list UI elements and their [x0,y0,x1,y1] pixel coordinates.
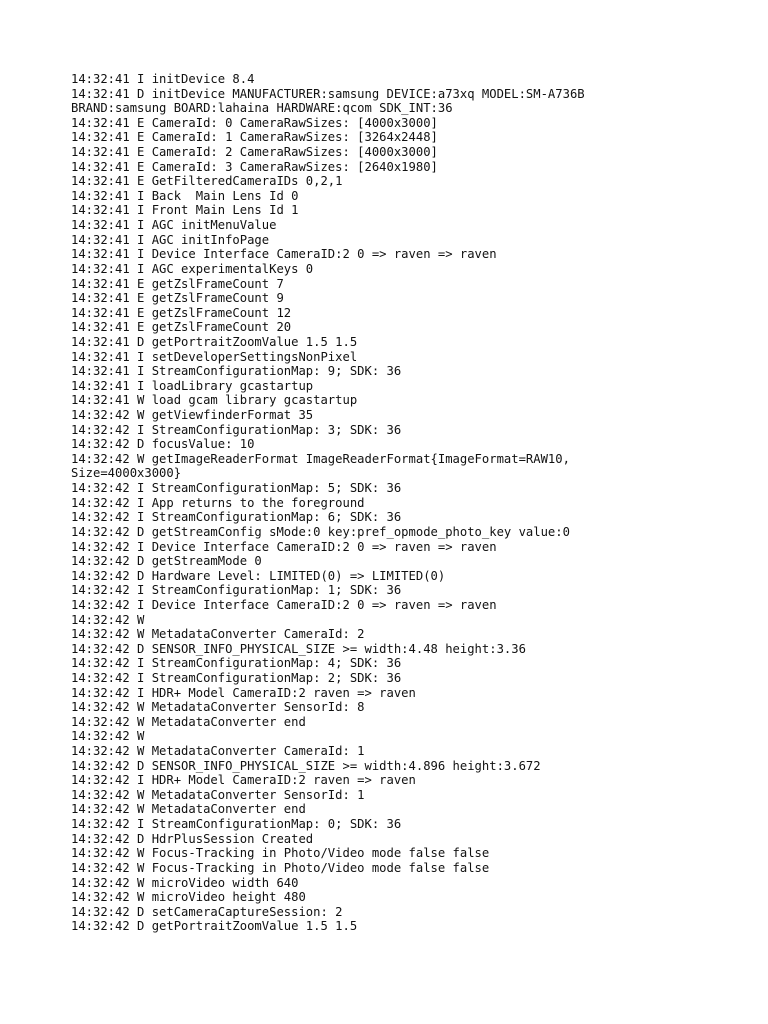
log-line: 14:32:41 I AGC initInfoPage [71,232,270,247]
log-line: 14:32:42 D focusValue: 10 [71,437,255,452]
log-line: 14:32:42 I StreamConfigurationMap: 2; SDK: 36 [71,670,402,685]
log-line: 14:32:42 D SENSOR_INFO_PHYSICAL_SIZE >= width:4.896 height:3.672 [71,758,541,773]
log-line: 14:32:42 I StreamConfigurationMap: 6; SDK: 36 [71,510,402,525]
log-line: 14:32:41 D getPortraitZoomValue 1.5 1.5 [71,334,358,349]
log-line: 14:32:42 I StreamConfigurationMap: 0; SDK: 36 [71,817,402,832]
log-line: 14:32:41 I initDevice 8.4 [71,72,255,86]
log-line: 14:32:41 W load gcam library gcastartup [71,393,358,408]
log-line: 14:32:41 I setDeveloperSettingsNonPixel [71,349,358,364]
log-line: 14:32:42 W microVideo width 640 [71,875,299,890]
log-line: 14:32:41 I StreamConfigurationMap: 9; SDK: 36 [71,364,402,379]
log-line: Size=4000x3000} [71,466,182,481]
log-line: 14:32:42 I StreamConfigurationMap: 5; SDK: 36 [71,481,402,496]
log-line: 14:32:42 W Focus-Tracking in Photo/Video mode false false [71,860,490,875]
log-line: 14:32:42 W MetadataConverter SensorId: 8 [71,700,365,715]
log-line: 14:32:42 I App returns to the foreground [71,495,365,510]
log-line: 14:32:41 D initDevice MANUFACTURER:samsung DEVICE:a73xq MODEL:SM-A736B [71,86,585,101]
log-line: 14:32:42 I StreamConfigurationMap: 3; SDK: 36 [71,422,402,437]
log-line: 14:32:42 D getPortraitZoomValue 1.5 1.5 [71,919,358,934]
log-line: 14:32:41 E getZslFrameCount 12 [71,305,292,320]
log-line: 14:32:42 W [71,729,145,744]
log-line: 14:32:41 E CameraId: 3 CameraRawSizes: [2640x1980] [71,159,438,174]
log-line: 14:32:42 I HDR+ Model CameraID:2 raven => raven [71,773,416,788]
log-line: 14:32:42 D setCameraCaptureSession: 2 [71,904,343,919]
log-line: 14:32:42 W MetadataConverter CameraId: 2 [71,627,365,642]
log-line: 14:32:42 I Device Interface CameraID:2 0 => raven => raven [71,539,497,554]
log-line: 14:32:42 I Device Interface CameraID:2 0 => raven => raven [71,597,497,612]
log-line: 14:32:41 E getZslFrameCount 20 [71,320,292,335]
log-line: 14:32:42 W [71,612,145,627]
log-line: 14:32:41 I Device Interface CameraID:2 0 => raven => raven [71,247,497,262]
log-line: 14:32:42 I HDR+ Model CameraID:2 raven => raven [71,685,416,700]
log-line: 14:32:42 W MetadataConverter SensorId: 1 [71,787,365,802]
log-line: 14:32:42 D SENSOR_INFO_PHYSICAL_SIZE >= width:4.48 height:3.36 [71,641,526,656]
log-text-page [71,72,751,934]
log-line: 14:32:41 I loadLibrary gcastartup [71,378,314,393]
log-line: 14:32:41 I AGC experimentalKeys 0 [71,261,314,276]
log-line: 14:32:42 D HdrPlusSession Created [71,831,314,846]
log-line: 14:32:41 E getZslFrameCount 7 [71,276,284,291]
log-line: 14:32:41 E CameraId: 1 CameraRawSizes: [3264x2448] [71,130,438,145]
log-line: 14:32:41 E CameraId: 0 CameraRawSizes: [4000x3000] [71,115,438,130]
log-line: 14:32:42 W MetadataConverter CameraId: 1 [71,744,365,759]
log-line: 14:32:42 W microVideo height 480 [71,890,306,905]
log-line: 14:32:41 I AGC initMenuValue [71,218,277,233]
log-line: 14:32:41 E CameraId: 2 CameraRawSizes: [4000x3000] [71,145,438,160]
log-line: 14:32:42 D getStreamConfig sMode:0 key:pref_opmode_photo_key value:0 [71,524,570,539]
log-line: BRAND:samsung BOARD:lahaina HARDWARE:qcom SDK_INT:36 [71,101,453,116]
log-line: 14:32:41 I Front Main Lens Id 1 [71,203,299,218]
log-line: 14:32:41 I Back Main Lens Id 0 [71,188,299,203]
log-line: 14:32:42 D getStreamMode 0 [71,554,262,569]
log-line: 14:32:41 E GetFilteredCameraIDs 0,2,1 [71,174,343,189]
log-line: 14:32:42 W getViewfinderFormat 35 [71,408,314,423]
log-line: 14:32:42 I StreamConfigurationMap: 1; SDK: 36 [71,583,402,598]
log-line: 14:32:41 E getZslFrameCount 9 [71,291,284,306]
log-line: 14:32:42 W MetadataConverter end [71,802,306,817]
log-line: 14:32:42 W Focus-Tracking in Photo/Video mode false false [71,846,490,861]
log-line: 14:32:42 W getImageReaderFormat ImageReaderFormat{ImageFormat=RAW10, [71,451,570,466]
log-line: 14:32:42 D Hardware Level: LIMITED(0) => LIMITED(0) [71,568,446,583]
log-line: 14:32:42 I StreamConfigurationMap: 4; SDK: 36 [71,656,402,671]
log-line: 14:32:42 W MetadataConverter end [71,714,306,729]
